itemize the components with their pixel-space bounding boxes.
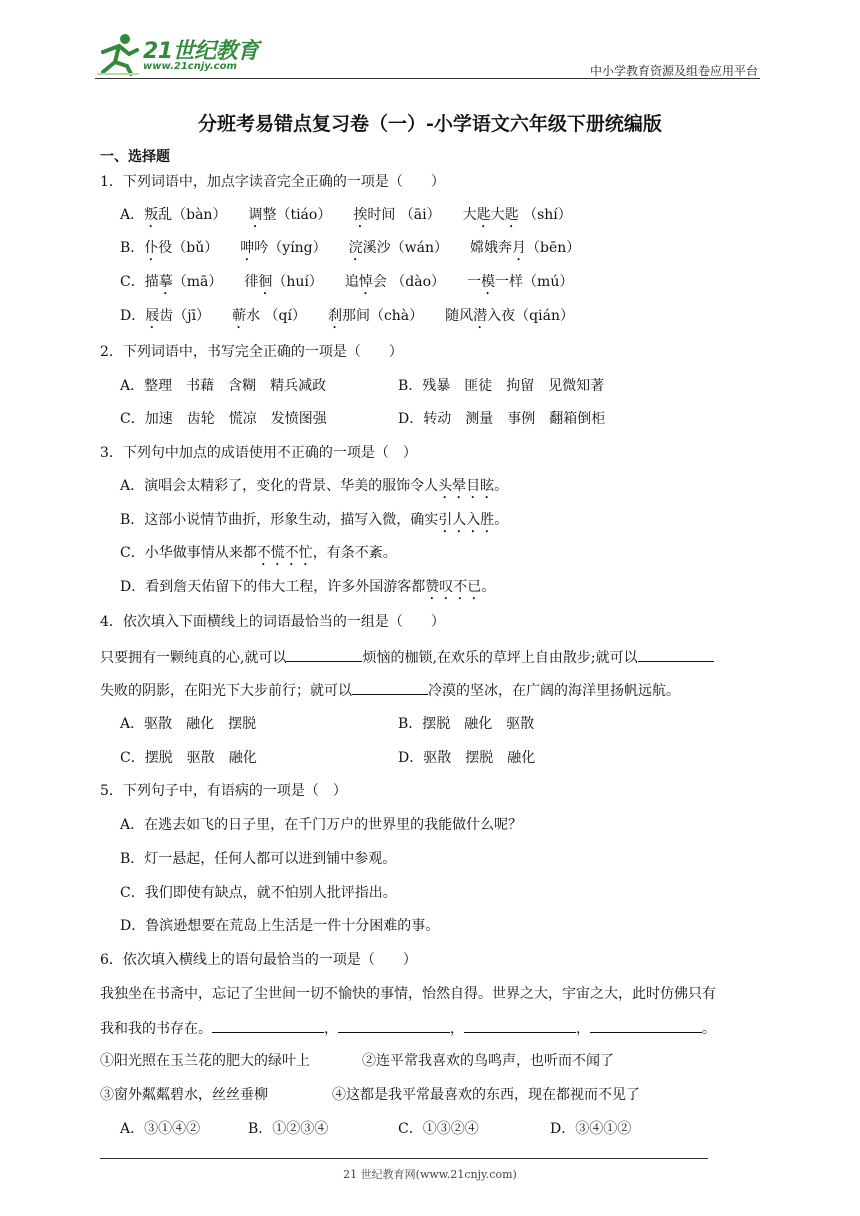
q6-passage-line-2: 我和我的书存在。 ， ， ， 。 [100,1018,716,1039]
q6-choice-4: ④这都是我平常最喜欢的东西，现在都视而不见了 [332,1087,640,1103]
q6-choice-2: ②连平常我喜欢的鸟鸣声，也听而不闻了 [362,1053,614,1069]
page-header [95,30,760,80]
fill-blank [352,680,428,695]
logo-text: 21世纪教育 [143,39,259,64]
q5-option-d: D．鲁滨逊想要在荒岛上生活是一件十分困难的事。 [120,918,440,934]
q6-option-c: C．①③②④ [398,1121,479,1137]
q4-option-d: D．驱散 摆脱 融化 [398,750,536,766]
fill-blank [212,1018,324,1033]
fill-blank [338,1018,450,1033]
logo-url: www.21cnjy.com [143,61,237,72]
fill-blank [590,1018,702,1033]
platform-label: 中小学教育资源及组卷应用平台 [589,64,758,78]
q6-choice-1: ①阳光照在玉兰花的肥大的绿叶上 [100,1053,310,1069]
q4-option-c: C．摆脱 驱散 融化 [120,750,257,766]
q4-passage-line-1: 只要拥有一颗纯真的心,就可以 烦恼的枷锁,在欢乐的草坪上自由散步;就可以 [100,647,714,668]
q6-passage-line-1: 我独坐在书斋中，忘记了尘世间一切不愉快的事情，怡然自得。世界之大，宇宙之大，此时仿佛只有 [100,986,716,1002]
fill-blank [464,1018,576,1033]
header-divider [95,78,760,79]
q3-option-b: B．这部小说情节曲折，形象生动，描写入微，确实引人入胜。 [120,512,509,528]
q5-option-a: A．在逃去如飞的日子里，在千门万户的世界里的我能做什么呢？ [120,817,523,833]
question-5-stem: 5．下列句子中，有语病的一项是（ ） [100,783,347,799]
q6-choice-3: ③窗外粼粼碧水，丝丝垂柳 [100,1087,268,1103]
q6-option-b: B．①②③④ [248,1121,329,1137]
question-6-stem: 6．依次填入横线上的语句最恰当的一项是（ ） [100,952,417,968]
q2-option-d: D．转动 测量 事例 翻箱倒柜 [398,411,606,427]
section-heading: 一、选择题 [100,149,170,165]
fill-blank [638,647,714,662]
q1-option-d: D．屐齿（jī） 蕲水 （qí） 刹那间（chà） 随风潜入夜（qián） [120,308,574,324]
q5-option-b: B．灯一悬起，任何人都可以进到铺中参观。 [120,851,397,867]
q3-option-c: C．小华做事情从来都不慌不忙，有条不紊。 [120,545,397,561]
q3-option-d: D．看到詹天佑留下的伟大工程，许多外国游客都赞叹不已。 [120,579,496,595]
q2-option-c: C．加速 齿轮 慌凉 发愤图强 [120,411,327,427]
q4-option-b: B．摆脱 融化 驱散 [398,716,535,732]
q1-option-c: C．描摹（mā） 徘徊（huí） 追悼会 （dào） 一模一样（mú） [120,274,574,290]
question-4-stem: 4．依次填入下面横线上的词语最恰当的一组是（ ） [100,614,445,630]
q2-option-b: B．残暴 匪徒 拘留 见微知著 [398,378,605,394]
fill-blank [286,647,362,662]
q4-passage-line-2: 失败的阴影，在阳光下大步前行；就可以 冷漠的坚冰，在广阔的海洋里扬帆远航。 [100,680,680,701]
question-2-stem: 2．下列词语中，书写完全正确的一项是（ ） [100,344,403,360]
runner-logo-icon [95,32,141,76]
q3-option-a: A．演唱会太精彩了，变化的背景、华美的服饰令人头晕目眩。 [120,478,509,494]
q4-option-a: A．驱散 融化 摆脱 [120,716,257,732]
q1-option-a: A．叛乱（bàn） 调整（tiáo） 挨时间 （āi） 大匙大匙 （shí） [120,207,572,223]
q1-option-b: B．仆役（bǔ） 呻吟（yíng） 浣溪沙（wán） 嫦娥奔月（bēn） [120,240,581,256]
footer-text[interactable]: 21 世纪教育网(www.21cnjy.com) [343,1168,517,1181]
footer-divider [100,1158,708,1159]
logo [95,30,265,76]
question-3-stem: 3．下列句中加点的成语使用不正确的一项是（ ） [100,445,417,461]
q5-option-c: C．我们即使有缺点，就不怕别人批评指出。 [120,885,397,901]
q6-option-d: D．③④①② [550,1121,632,1137]
question-1-stem: 1．下列词语中，加点字读音完全正确的一项是（ ） [100,174,445,190]
q2-option-a: A．整理 书藉 含糊 精兵减政 [120,378,327,394]
q6-option-a: A．③①④② [120,1121,201,1137]
page-title: 分班考易错点复习卷（一）-小学语文六年级下册统编版 [198,113,662,135]
